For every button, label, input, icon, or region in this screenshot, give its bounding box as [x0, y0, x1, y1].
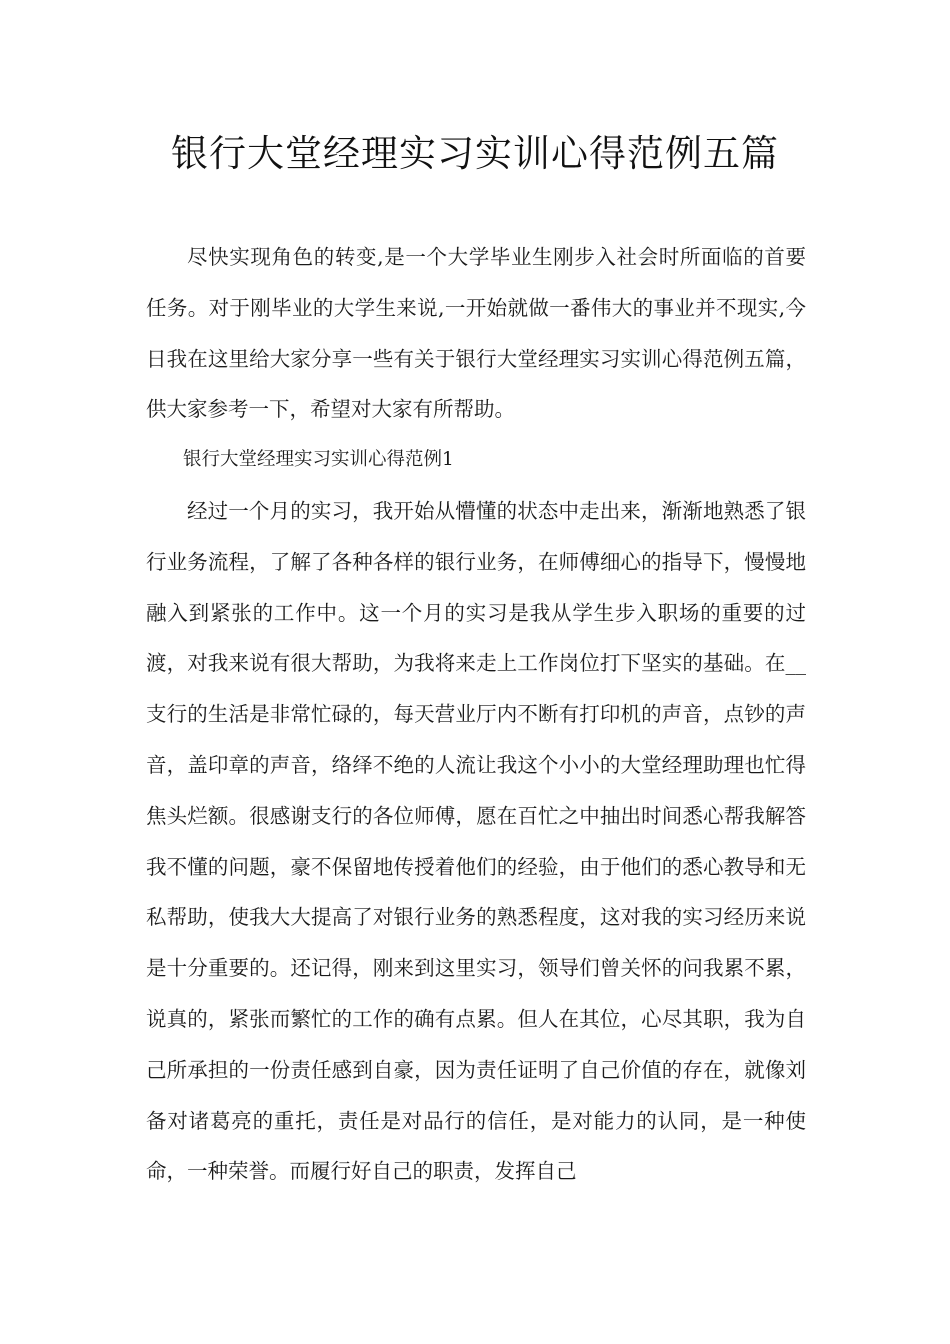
document-body — [146, 232, 806, 1197]
section-heading-1: 银行大堂经理实习实训心得范例1 — [183, 449, 454, 471]
document-title: 银行大堂经理实习实训心得范例五篇 — [171, 132, 779, 175]
intro-paragraph: 尽快实现角色的转变,是一个大学毕业生刚步入社会时所面临的首要任务。对于刚毕业的大学生来说,一开始就做一番伟大的事业并不现实,今日我在这里给大家分享一些有关于银行大堂经理实习实训心得范例五篇，供大家参考一下，希望对大家有所帮助。 — [146, 245, 806, 422]
section-1-paragraph: 经过一个月的实习，我开始从懵懂的状态中走出来，渐渐地熟悉了银行业务流程，了解了各种各样的银行业务，在师傅细心的指导下，慢慢地融入到紧张的工作中。这一个月的实习是我从学生步入职场的重要的过渡，对我来说有很大帮助，为我将来走上工作岗位打下坚实的基础。在__支行的生活是非常忙碌的，每天营业厅内不断有打印机的声音，点钞的声音，盖印章的声音，络绎不绝的人流让我这个小小的大堂经理助理也忙得焦头烂额。很感谢支行的各位师傅，愿在百忙之中抽出时间悉心帮我解答我不懂的问题，豪不保留地传授着他们的经验，由于他们的悉心教导和无私帮助，使我大大提高了对银行业务的熟悉程度，这对我的实习经历来说是十分重要的。还记得，刚来到这里实习，领导们曾关怀的问我累不累，说真的，紧张而繁忙的工作的确有点累。但人在其位，心尽其职，我为自己所承担的一份责任感到自豪，因为责任证明了自己价值的存在，就像刘备对诸葛亮的重托，责任是对品行的信任，是对能力的认同，是一种使命，一种荣誉。而履行好自己的职责，发挥自己 — [146, 498, 806, 1184]
